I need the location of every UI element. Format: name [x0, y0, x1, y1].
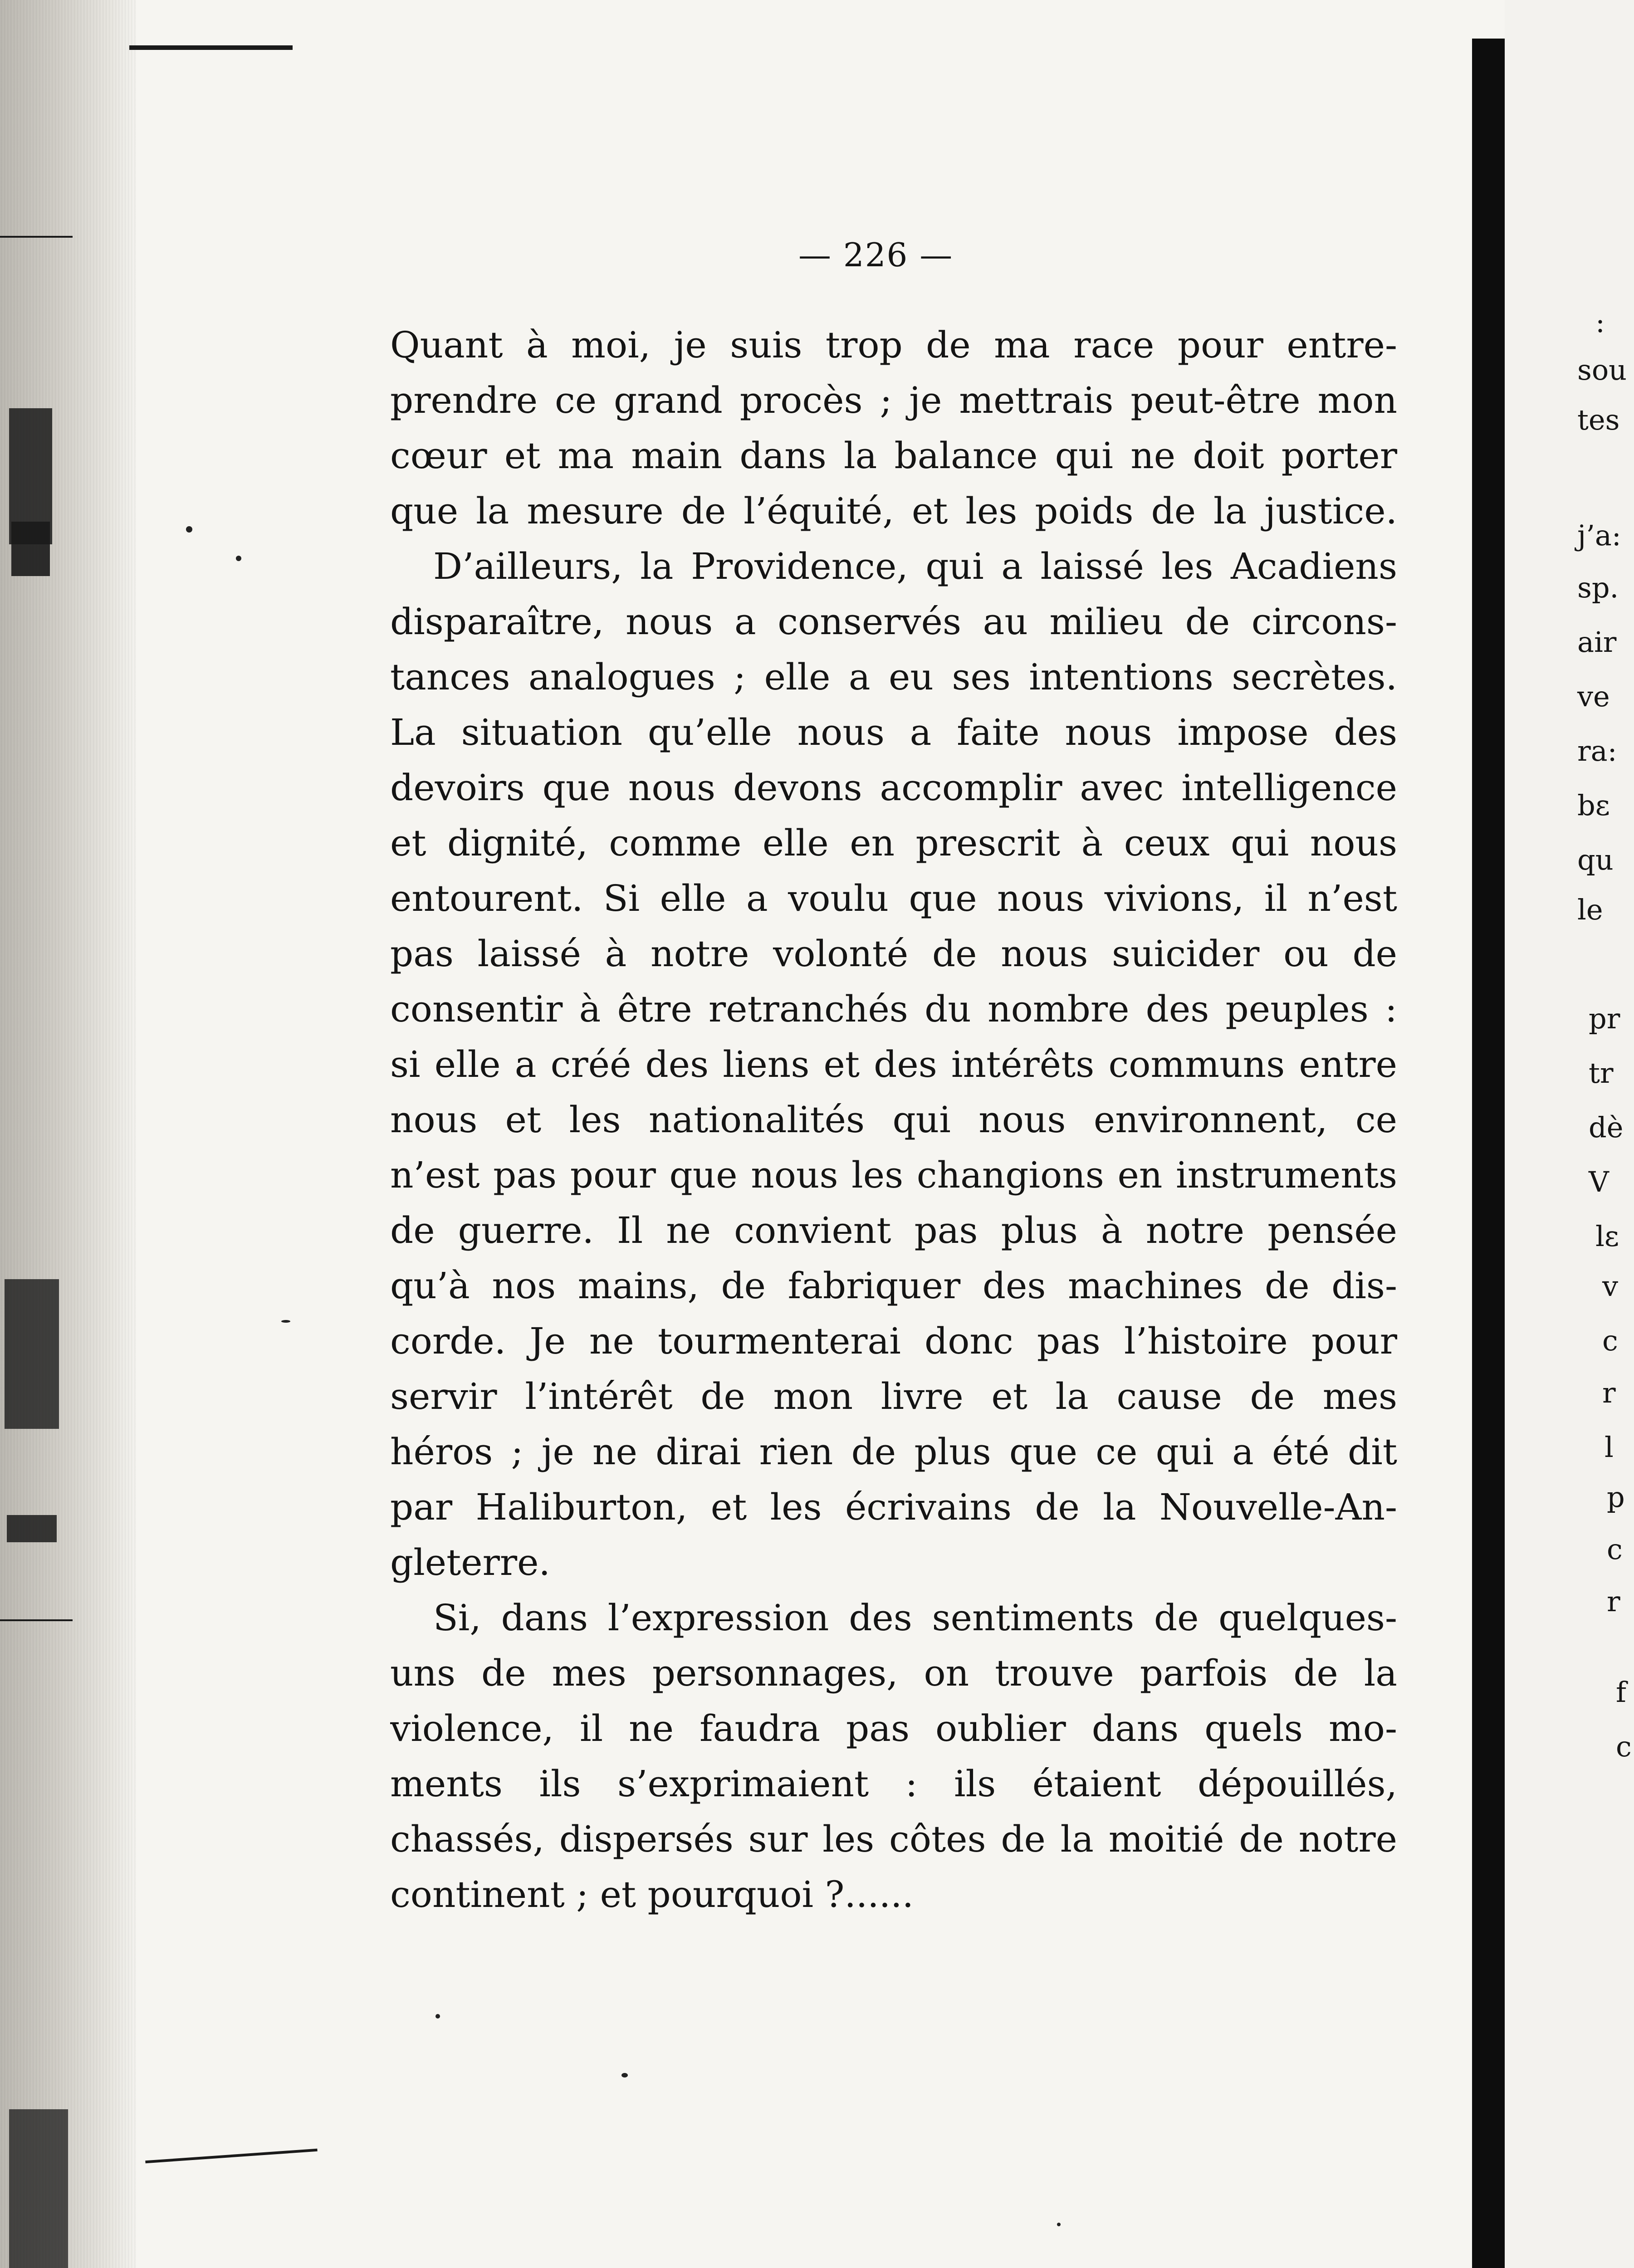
binding-mark — [5, 1279, 59, 1429]
text-line: continent ; et pourquoi ?...... — [390, 1873, 914, 1916]
next-page-fragment: c — [1607, 1533, 1623, 1566]
scan-speck — [621, 2073, 628, 2077]
next-page-fragment: qu — [1577, 843, 1614, 876]
binding-mark — [7, 1515, 57, 1542]
next-page-fragment: r — [1607, 1585, 1620, 1618]
next-page-fragment: V — [1589, 1165, 1609, 1198]
bottom-curve — [145, 2149, 317, 2163]
text-line: héros ; je ne dirai rien de plus que ce qui a été dit — [390, 1431, 1397, 1473]
next-page-fragment: dè — [1589, 1111, 1624, 1144]
next-page-fragment: ra: — [1577, 734, 1617, 767]
binding-mark — [0, 236, 73, 238]
text-line: uns de mes personnages, on trouve parfois de la — [390, 1652, 1397, 1694]
text-line: si elle a créé des liens et des intérêts communs entre — [390, 1043, 1397, 1085]
scan-speck — [1057, 2223, 1061, 2226]
scan-speck — [281, 1320, 290, 1323]
text-line: consentir à être retranchés du nombre des peuples : — [390, 988, 1397, 1030]
next-page-fragment: lε — [1595, 1220, 1619, 1253]
text-line: gleterre. — [390, 1541, 550, 1584]
text-line: entourent. Si elle a voulu que nous vivions, il n’est — [390, 877, 1397, 919]
next-page-fragment: tes — [1577, 403, 1620, 436]
text-line: qu’à nos mains, de fabriquer des machines de dis- — [390, 1265, 1397, 1307]
next-page-fragment: : — [1595, 306, 1605, 339]
text-line: n’est pas pour que nous les changions en instruments — [390, 1154, 1397, 1196]
next-page-fragment: f — [1616, 1676, 1626, 1709]
next-page-fragment: pr — [1589, 1002, 1620, 1035]
text-line: disparaître, nous a conservés au milieu de circons- — [390, 601, 1397, 643]
text-line: corde. Je ne tourmenterai donc pas l’histoire pour — [390, 1320, 1397, 1362]
next-page-fragment: c — [1602, 1324, 1618, 1357]
scan-speck — [435, 2014, 440, 2019]
next-page-spine — [1472, 39, 1505, 2268]
text-line: par Haliburton, et les écrivains de la Nouvelle-An- — [390, 1486, 1397, 1528]
text-line: que la mesure de l’équité, et les poids de la justice. — [390, 490, 1397, 532]
next-page-fragment: le — [1577, 893, 1603, 926]
body-text — [390, 318, 1397, 1922]
text-line: ments ils s’exprimaient : ils étaient dépouillés, — [390, 1763, 1397, 1805]
next-page-fragment: sp. — [1577, 571, 1619, 604]
scan-gutter — [0, 0, 136, 2268]
text-line: D’ailleurs, la Providence, qui a laissé les Acadiens — [433, 545, 1397, 587]
next-page-fragment: j’a: — [1577, 519, 1621, 552]
next-page-fragment: tr — [1589, 1056, 1614, 1090]
next-page-fragment: c — [1616, 1730, 1632, 1763]
next-page-fragment: ve — [1577, 680, 1610, 713]
text-line: devoirs que nous devons accomplir avec intelligence — [390, 767, 1397, 809]
text-line: cœur et ma main dans la balance qui ne doit porter — [390, 435, 1397, 477]
binding-mark — [0, 1619, 73, 1621]
text-line: violence, il ne faudra pas oublier dans quels mo- — [390, 1707, 1397, 1750]
next-page-fragment: bε — [1577, 789, 1610, 822]
text-line: de guerre. Il ne convient pas plus à notre pensée — [390, 1209, 1397, 1251]
text-line: tances analogues ; elle a eu ses intentions secrètes. — [390, 656, 1397, 698]
text-line: nous et les nationalités qui nous environnent, ce — [390, 1099, 1397, 1141]
next-page-fragment: air — [1577, 626, 1617, 659]
text-line: servir l’intérêt de mon livre et la cause de mes — [390, 1375, 1397, 1418]
scan-speck — [186, 526, 192, 533]
text-line: prendre ce grand procès ; je mettrais peut-être mon — [390, 379, 1397, 421]
text-line: La situation qu’elle nous a faite nous impose des — [390, 711, 1397, 753]
top-rule — [129, 45, 293, 50]
binding-mark — [11, 522, 50, 576]
scan-speck — [236, 556, 241, 561]
next-page-fragment: v — [1602, 1270, 1619, 1303]
next-page-fragment: sou — [1577, 353, 1627, 386]
next-page-fragment: l — [1605, 1431, 1614, 1464]
text-line: chassés, dispersés sur les côtes de la moitié de notre — [390, 1818, 1397, 1860]
page-number: — 226 — — [798, 236, 954, 274]
text-line: pas laissé à notre volonté de nous suicider ou de — [390, 933, 1397, 975]
next-page-edge — [1505, 0, 1634, 2268]
text-line: et dignité, comme elle en prescrit à ceux qui nous — [390, 822, 1397, 864]
next-page-fragment: r — [1602, 1376, 1616, 1409]
next-page-fragment: p — [1607, 1481, 1625, 1514]
text-line: Quant à moi, je suis trop de ma race pour entre- — [390, 324, 1397, 366]
binding-mark — [9, 2109, 68, 2268]
text-line: Si, dans l’expression des sentiments de quelques- — [433, 1597, 1397, 1639]
